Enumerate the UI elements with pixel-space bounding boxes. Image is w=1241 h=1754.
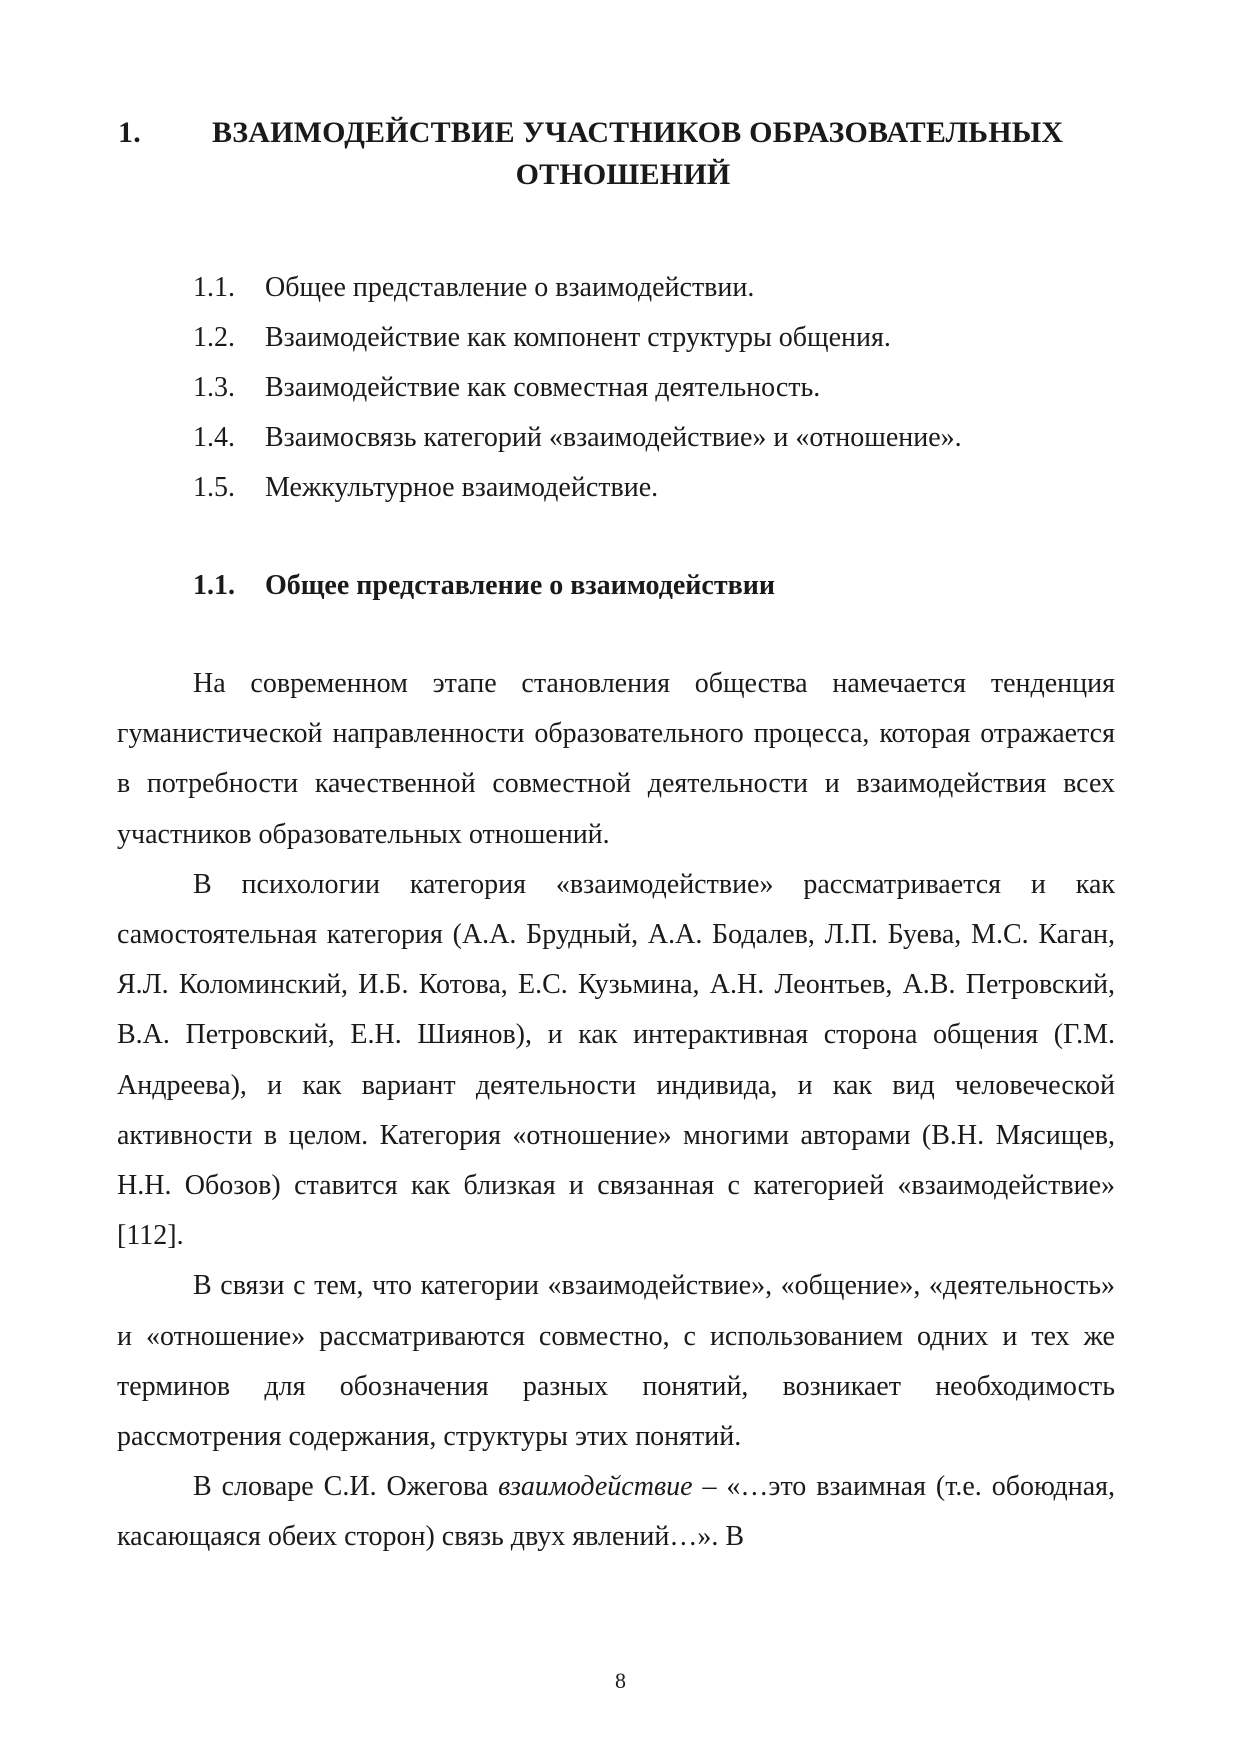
table-of-contents xyxy=(193,263,1093,513)
chapter-number: 1. xyxy=(118,116,141,149)
section-title: Общее представление о взаимодействии xyxy=(265,570,776,601)
chapter-title xyxy=(118,112,1118,196)
toc-item-title: Взаимодействие как совместная деятельность. xyxy=(265,372,821,403)
paragraph: На современном этапе становления общества намечается тенденция гуманистической направленности образовательного процесса, которая отражается в потребности качественной совместной деятельности и взаимодействия всех участников образовательных отношений. xyxy=(117,668,1115,850)
paragraph: В психологии категория «взаимодействие» рассматривается и как самостоятельная категория (А.А. Брудный, А.А. Бодалев, Л.П. Буева, М.С. Каган, Я.Л. Коломинский, И.Б. Котова, Е.С. Кузьмина, А.Н. Леонтьев, А.В. Петровский, В.А. Петровский, Е.Н. Шиянов), и как интерактивная сторона общения (Г.М. Андреева), и как вариант деятельности индивида, и как вид человеческой активности в целом. Категория «отношение» многими авторами (В.Н. Мясищев, Н.Н. Обозов) ставится как близкая и связанная с категорией «взаимодействие» [112]. xyxy=(117,868,1115,1252)
toc-item-number: 1.1. xyxy=(193,272,235,303)
italic-term: взаимодействие xyxy=(498,1471,693,1503)
toc-item-title: Взаимодействие как компонент структуры общения. xyxy=(265,322,891,353)
chapter-title-line1 xyxy=(118,112,1118,154)
toc-item xyxy=(193,263,1093,313)
paragraph xyxy=(117,1462,1115,1562)
chapter-title-line2: ОТНОШЕНИЙ xyxy=(515,158,731,191)
toc-item-title: Межкультурное взаимодействие. xyxy=(265,472,659,503)
toc-item xyxy=(193,413,1093,463)
toc-item-number: 1.2. xyxy=(193,322,235,353)
toc-item xyxy=(193,313,1093,363)
toc-item-title: Взаимосвязь категорий «взаимодействие» и «отношение». xyxy=(265,422,962,453)
body-text xyxy=(117,659,1115,1563)
toc-item-number: 1.5. xyxy=(193,472,235,503)
section-number: 1.1. xyxy=(193,570,235,601)
paragraph-text-start: В словаре С.И. Ожегова xyxy=(193,1471,499,1503)
toc-item xyxy=(193,463,1093,513)
toc-item-title: Общее представление о взаимодействии. xyxy=(265,272,755,303)
section-heading xyxy=(193,566,775,606)
toc-item-number: 1.3. xyxy=(193,372,235,403)
paragraph: В связи с тем, что категории «взаимодействие», «общение», «деятельность» и «отношение» рассматриваются совместно, с использованием одних и тех же терминов для обозначения разных понятий, возникает необходимость рассмотрения содержания, структуры этих понятий. xyxy=(117,1270,1115,1453)
chapter-title-text-1: ВЗАИМОДЕЙСТВИЕ УЧАСТНИКОВ ОБРАЗОВАТЕЛЬНЫХ xyxy=(212,116,1064,149)
paragraph-text-end: – «…это взаимная (т.е. обоюдная, касающаяся обеих сторон) связь двух явлений…». В xyxy=(117,1471,1116,1553)
page-number: 8 xyxy=(615,1668,626,1693)
toc-item-number: 1.4. xyxy=(193,422,235,453)
toc-item xyxy=(193,363,1093,413)
